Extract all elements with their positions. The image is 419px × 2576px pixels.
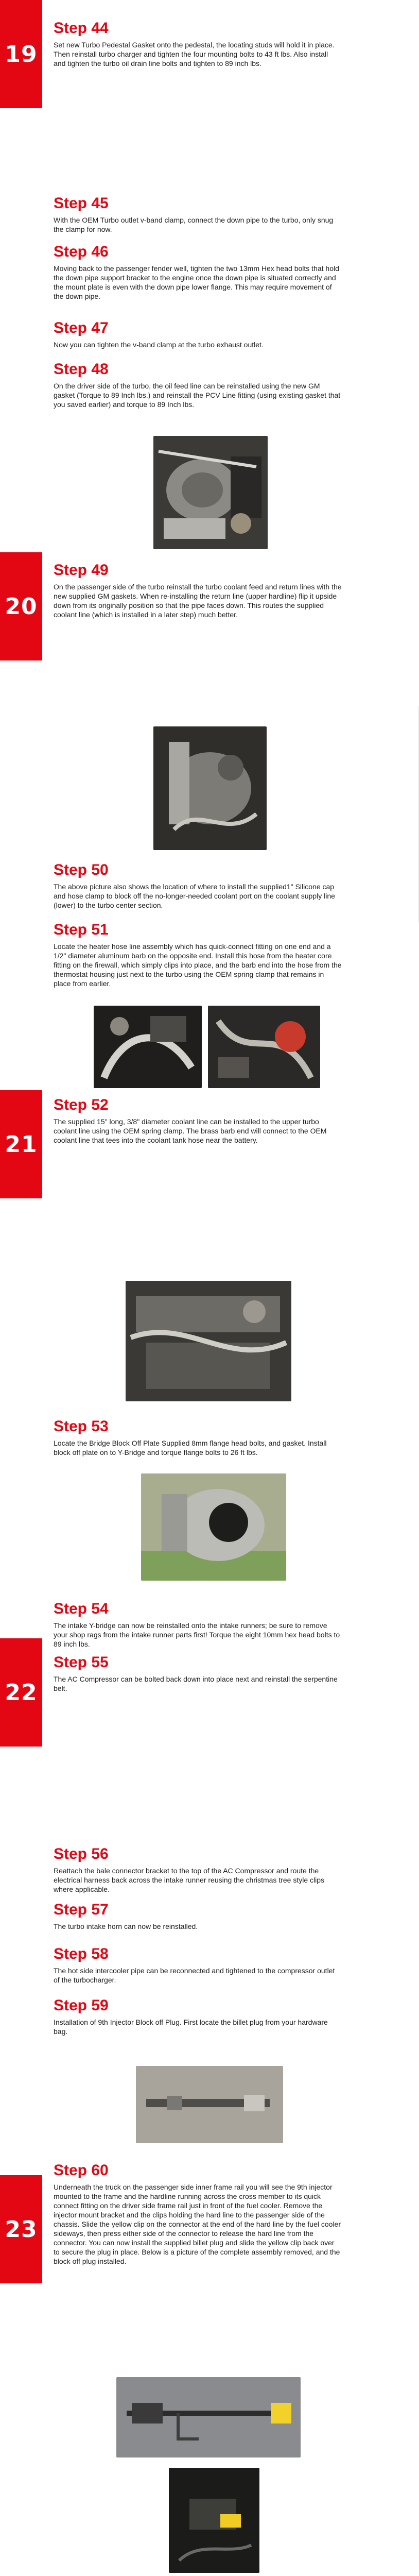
step-title: Step 48 [54,361,109,378]
step-title: Step 55 [54,1654,109,1671]
step-text: Now you can tighten the v-band clamp at the turbo exhaust outlet. [54,341,264,349]
page-tab-20 [0,552,42,660]
step-title: Step 54 [54,1600,109,1617]
step-title: Step 44 [54,20,109,37]
step-title: Step 46 [54,243,109,260]
step-text: Installation of 9th Injector Block off Plug. First locate the billet plug from your hardware bag. [54,2018,328,2036]
step-60 [54,2162,342,2266]
injector-assembly-photo [116,2377,301,2458]
page-number: 19 [5,41,38,67]
step-title: Step 57 [54,1901,109,1918]
step-text: The supplied 15" long, 3/8" diameter coolant line can be installed to the upper turbo coolant line using the OEM spring clamp. The brass barb end will connect to the OEM coolant line that tees into the coolant tank hose near the battery. [54,1117,327,1144]
page-number: 21 [5,1131,38,1158]
step-text: Underneath the truck on the passenger side inner frame rail you will see the 9th injector mounted to the frame and the hardline running across the cross member to its quick connect fitting on the driver side frame rail just in front of the fuel cooler. Remove the injector mount bracket and the clips holding the hard line to the passenger side of the chassis. Slide the yellow clip on the connector at the end of the hard line by the fuel cooler sideways, then press either side of the connector to release the hard line from the connector. You can now install the supplied billet plug and slide the yellow clip back over to secure the plug in place. Below is a picture of the complete assembly removed, and the block off plug installed. [54,2183,341,2265]
step-59 [54,1997,342,2036]
heater-hose-photo-right [208,1006,320,1088]
block-off-plate-photo [141,1473,286,1581]
step-text: The hot side intercooler pipe can be reconnected and tightened to the compressor outlet of the turbocharger. [54,1967,335,1984]
step-text: The above picture also shows the location of where to install the supplied1" Silicone cap and hose clamp to block off the no-longer-needed coolant port on the coolant supply line (lower) to the turbo center section. [54,883,335,909]
turbo-oil-feed-photo [153,436,268,549]
step-title: Step 51 [54,921,109,938]
step-text: Set new Turbo Pedestal Gasket onto the pedestal, the locating studs will hold it in place. Then reinstall turbo charger and tighten the four mounting bolts to 43 ft lbs. Also install and tighten the turbo oil drain line bolts and tighten to 89 inch lbs. [54,41,335,67]
step-58 [54,1945,342,1985]
step-title: Step 45 [54,195,109,212]
step-45 [54,195,342,234]
turbo-coolant-lines-photo [153,726,267,850]
step-52 [54,1096,342,1145]
page-number: 20 [5,593,38,620]
step-text: The intake Y-bridge can now be reinstalled onto the intake runners; be sure to remove your shop rags from the intake runner parts first! Torque the eight 10mm hex head bolts to 89 inch lbs. [54,1621,340,1648]
page-tab-21 [0,1090,42,1198]
step-text: Locate the heater hose line assembly which has quick-connect fitting on one end and a 1/2" diameter aluminum barb on the opposite end. Install this hose from the heater core fitting on the firewall, which simply clips into place, and the barb end into the hose from the thermostat housing just next to the turbo using the OEM spring clamp that remains in place from earlier. [54,942,342,988]
page-number: 23 [5,2216,38,2243]
step-text: Locate the Bridge Block Off Plate Supplied 8mm flange head bolts, and gasket. Install block off plate on to Y-Bridge and torque flange bolts to 26 ft lbs. [54,1439,327,1456]
page-tab-23 [0,2175,42,2283]
heater-hose-photo-left [94,1006,202,1088]
step-text: On the driver side of the turbo, the oil feed line can be reinstalled using the new GM gasket (Torque to 89 Inch lbs.) and reinstall the PCV Line fitting (using existing gasket that you saved earlier) and torque to 89 Inch lbs. [54,382,341,409]
step-55 [54,1654,342,1693]
step-53 [54,1418,342,1457]
step-text: Reattach the bale connector bracket to the top of the AC Compressor and route the electrical harness back across the intake runner reusing the christmas tree style clips where applicable. [54,1867,325,1893]
step-48 [54,361,342,409]
step-56 [54,1845,342,1894]
step-title: Step 47 [54,319,109,336]
step-title: Step 59 [54,1997,109,2014]
step-title: Step 58 [54,1945,109,1962]
step-text: The AC Compressor can be bolted back down into place next and reinstall the serpentine belt. [54,1675,338,1692]
step-47 [54,319,342,349]
step-44 [54,20,342,68]
step-title: Step 49 [54,562,109,579]
page-number: 22 [5,1679,38,1706]
engine-bay-coolant-photo [126,1281,291,1401]
plug-installed-photo [169,2468,259,2573]
step-text: With the OEM Turbo outlet v-band clamp, connect the down pipe to the turbo, only snug the clamp for now. [54,216,334,233]
step-title: Step 53 [54,1418,109,1435]
step-text: The turbo intake horn can now be reinstalled. [54,1922,198,1930]
step-57 [54,1901,342,1931]
step-title: Step 56 [54,1845,109,1862]
step-50 [54,861,342,910]
page-tab-19 [0,0,42,108]
step-54 [54,1600,342,1649]
billet-plug-photo [136,2066,283,2143]
step-title: Step 60 [54,2162,109,2179]
page-tab-22 [0,1638,42,1747]
step-46 [54,243,342,301]
step-text: Moving back to the passenger fender well, tighten the two 13mm Hex head bolts that hold the down pipe support bracket to the engine once the down pipe is situated correctly and the mount plate is even with the down pipe lower flange. This may require movement of the down pipe. [54,264,339,300]
step-51 [54,921,342,988]
step-49 [54,562,342,619]
step-text: On the passenger side of the turbo reinstall the turbo coolant feed and return lines with the new supplied GM gaskets. When re-installing the return line (upper hardline) flip it upside down from its originally position so that the pipe faces down. This routes the supplied coolant line (which is installed in a later step) much better. [54,583,342,619]
step-title: Step 52 [54,1096,109,1113]
step-title: Step 50 [54,861,109,878]
